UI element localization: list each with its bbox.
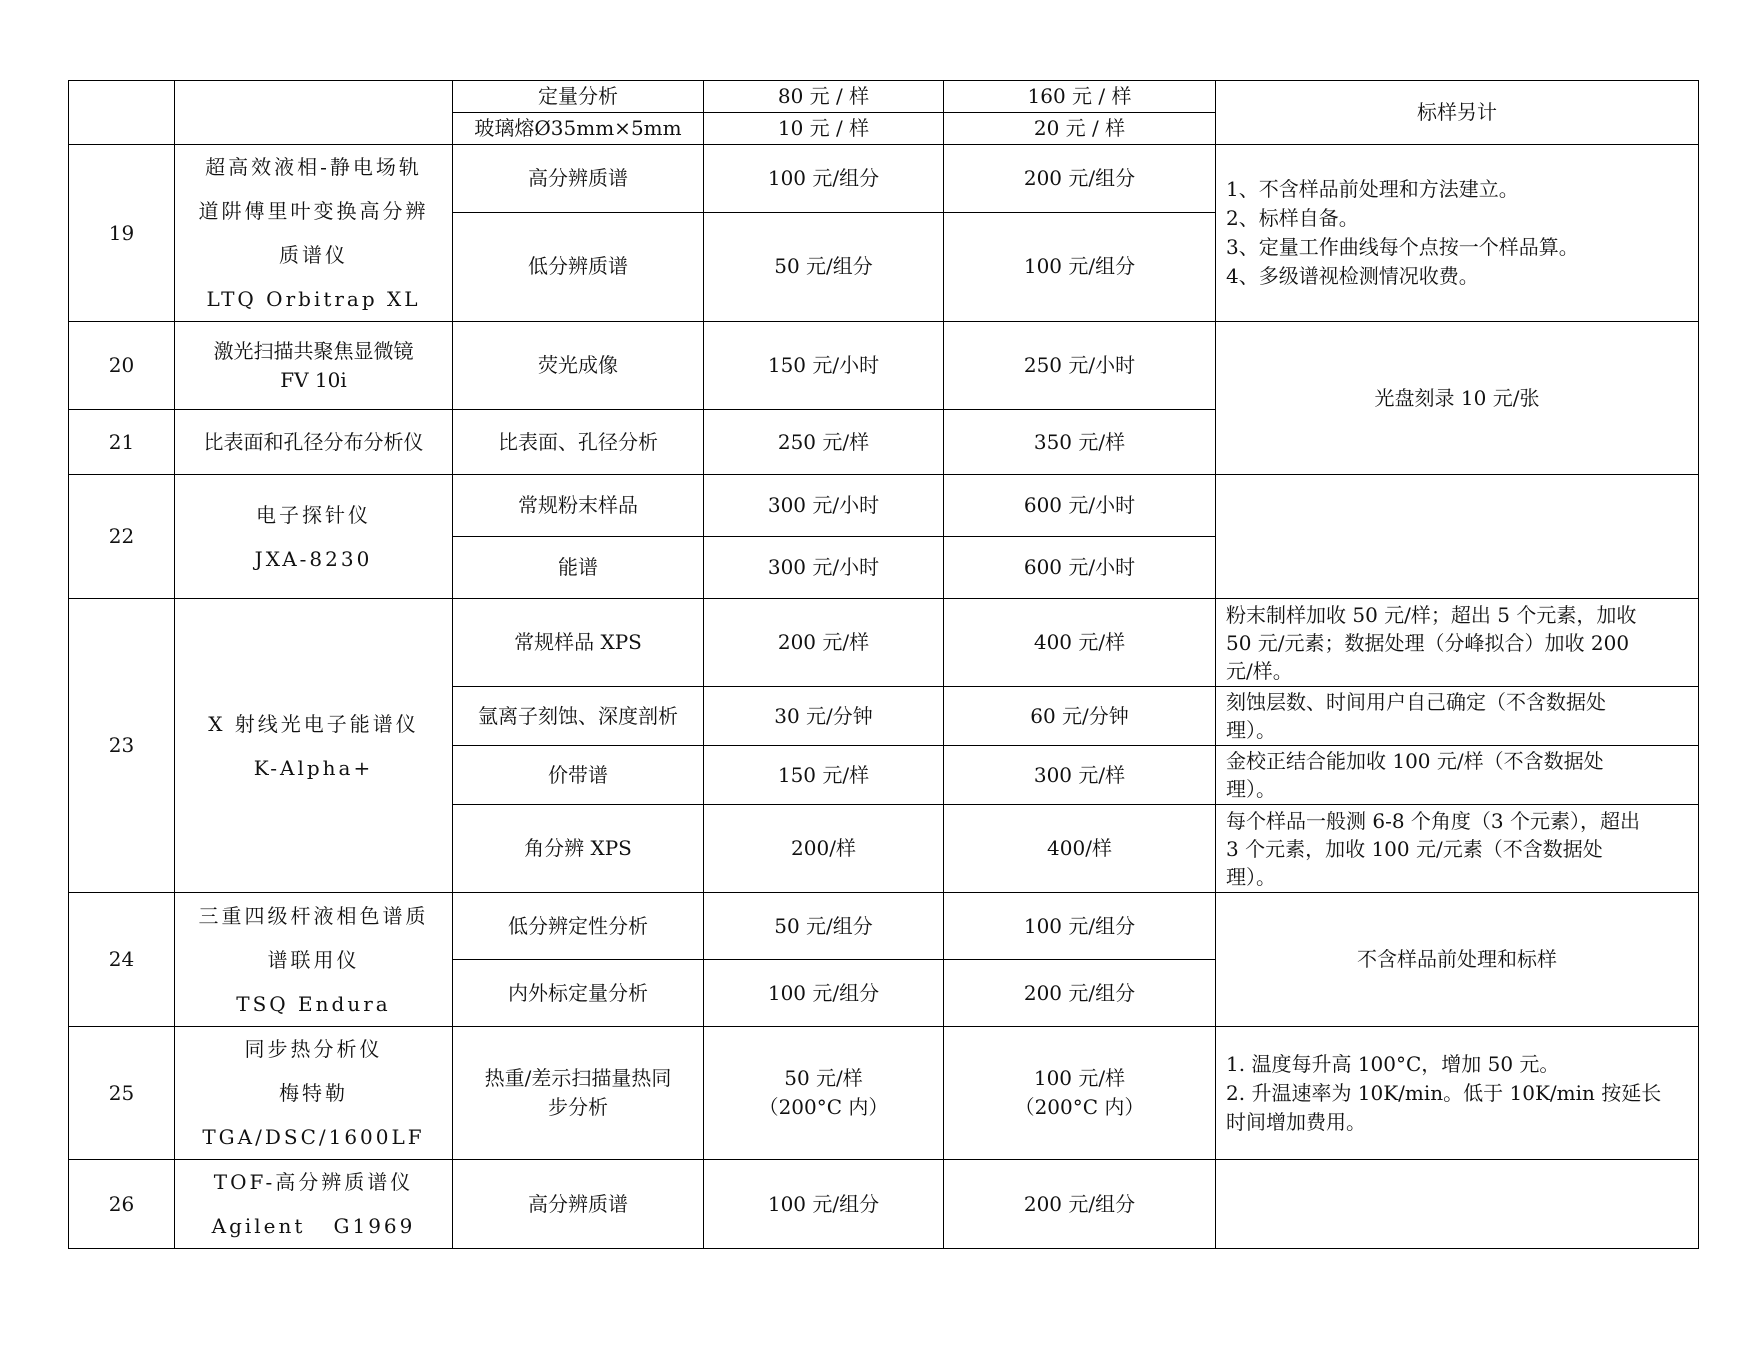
note-line: 每个样品一般测 6-8 个角度（3 个元素），超出: [1226, 808, 1641, 833]
note-cell: [1216, 475, 1699, 599]
note-line: 粉末制样加收 50 元/样；超出 5 个元素，加收: [1226, 602, 1637, 627]
table-row: [69, 475, 1699, 537]
item-cell: 荧光成像: [453, 322, 704, 410]
price-external-cell: 200 元/组分: [944, 960, 1216, 1027]
no-cell: [69, 81, 175, 145]
no-cell: 25: [69, 1027, 175, 1160]
table-row: [69, 599, 1699, 687]
item-cell: 能谱: [453, 537, 704, 599]
note-line: 时间增加费用。: [1226, 1109, 1366, 1134]
price-line: 100 元/样: [1033, 1066, 1126, 1090]
table-row: [69, 81, 1699, 113]
price-external-cell: 250 元/小时: [944, 322, 1216, 410]
instrument-name: 超高效液相-静电场轨: [205, 155, 422, 179]
price-internal-cell: 300 元/小时: [704, 475, 944, 537]
price-external-cell: 160 元 / 样: [944, 81, 1216, 113]
item-cell: 高分辨质谱: [453, 1160, 704, 1249]
price-internal-cell: 10 元 / 样: [704, 113, 944, 145]
note-line: 2、标样自备。: [1226, 206, 1359, 230]
table-row: [69, 1160, 1699, 1249]
price-external-cell: 400/样: [944, 805, 1216, 893]
instrument-cell: [175, 81, 453, 145]
price-internal-cell: 200 元/样: [704, 599, 944, 687]
price-external-cell: 200 元/组分: [944, 145, 1216, 213]
note-cell: [1216, 1160, 1699, 1249]
price-condition: （200°C 内）: [1014, 1095, 1145, 1119]
item-cell: 高分辨质谱: [453, 145, 704, 213]
no-cell: 20: [69, 322, 175, 410]
instrument-cell: [175, 1027, 453, 1160]
note-line: 50 元/元素；数据处理（分峰拟合）加收 200: [1226, 630, 1630, 655]
instrument-model: Agilent G1969: [211, 1214, 416, 1238]
instrument-name: 谱联用仪: [267, 947, 360, 972]
item-line: 步分析: [548, 1095, 608, 1119]
item-cell: 角分辨 XPS: [453, 805, 704, 893]
price-internal-cell: 50 元/组分: [704, 893, 944, 960]
item-cell: 常规粉末样品: [453, 475, 704, 537]
price-internal-cell: 80 元 / 样: [704, 81, 944, 113]
price-external-cell: 600 元/小时: [944, 475, 1216, 537]
item-cell: 低分辨定性分析: [453, 893, 704, 960]
instrument-cell: [175, 145, 453, 322]
instrument-model: LTQ Orbitrap XL: [206, 287, 421, 311]
price-internal-cell: 50 元/组分: [704, 212, 944, 321]
instrument-name: 同步热分析仪: [244, 1037, 383, 1061]
price-internal-cell: 200/样: [704, 805, 944, 893]
note-line: 元/样。: [1226, 658, 1293, 683]
price-internal-cell: 150 元/小时: [704, 322, 944, 410]
price-internal-cell: 100 元/组分: [704, 145, 944, 213]
price-external-cell: 20 元 / 样: [944, 113, 1216, 145]
item-cell: 价带谱: [453, 746, 704, 805]
item-cell: 内外标定量分析: [453, 960, 704, 1027]
table-row: [69, 145, 1699, 213]
note-cell: 不含样品前处理和标样: [1216, 893, 1699, 1027]
instrument-name: 三重四级杆液相色谱质: [198, 903, 429, 928]
price-external-cell: [944, 1027, 1216, 1160]
instrument-maker: 梅特勒: [279, 1081, 348, 1105]
price-line: 50 元/样: [784, 1066, 863, 1090]
item-line: 热重/差示扫描量热同: [484, 1066, 672, 1090]
instrument-cell: [175, 893, 453, 1027]
price-internal-cell: [704, 1027, 944, 1160]
note-line: 金校正结合能加收 100 元/样（不含数据处: [1226, 749, 1604, 773]
table-row: [69, 1027, 1699, 1160]
price-internal-cell: 300 元/小时: [704, 537, 944, 599]
price-external-cell: 400 元/样: [944, 599, 1216, 687]
no-cell: 19: [69, 145, 175, 322]
price-external-cell: 100 元/组分: [944, 893, 1216, 960]
instrument-cell: [175, 1160, 453, 1249]
item-cell: 常规样品 XPS: [453, 599, 704, 687]
instrument-name: X 射线光电子能谱仪: [208, 711, 419, 736]
note-line: 2. 升温速率为 10K/min。低于 10K/min 按延长: [1226, 1080, 1662, 1105]
instrument-name: 质谱仪: [279, 243, 348, 267]
table-row: [69, 893, 1699, 960]
item-cell: 氩离子刻蚀、深度剖析: [453, 687, 704, 746]
note-cell: [1216, 599, 1699, 687]
price-external-cell: 60 元/分钟: [944, 687, 1216, 746]
price-internal-cell: 150 元/样: [704, 746, 944, 805]
price-internal-cell: 250 元/样: [704, 410, 944, 475]
instrument-model: TGA/DSC/1600LF: [202, 1125, 425, 1149]
price-external-cell: 200 元/组分: [944, 1160, 1216, 1249]
price-internal-cell: 100 元/组分: [704, 960, 944, 1027]
instrument-cell: [175, 475, 453, 599]
note-cell: [1216, 687, 1699, 746]
instrument-cell: 比表面和孔径分布分析仪: [175, 410, 453, 475]
note-cell: [1216, 805, 1699, 893]
instrument-model: TSQ Endura: [236, 991, 391, 1016]
price-external-cell: 350 元/样: [944, 410, 1216, 475]
instrument-model: FV 10i: [280, 367, 347, 392]
no-cell: 26: [69, 1160, 175, 1249]
instrument-cell: [175, 599, 453, 893]
note-line: 1、不含样品前处理和方法建立。: [1226, 177, 1519, 201]
item-cell: 玻璃熔Ø35mm×5mm: [453, 113, 704, 145]
note-cell: [1216, 145, 1699, 322]
instrument-name: 电子探针仪: [256, 502, 371, 527]
instrument-name: TOF-高分辨质谱仪: [213, 1170, 414, 1194]
no-cell: 24: [69, 893, 175, 1027]
table-row: [69, 322, 1699, 410]
note-line: 理）。: [1226, 777, 1276, 801]
price-table: [68, 80, 1699, 1249]
no-cell: 22: [69, 475, 175, 599]
instrument-name: 激光扫描共聚焦显微镜: [213, 338, 414, 363]
price-internal-cell: 30 元/分钟: [704, 687, 944, 746]
no-cell: 21: [69, 410, 175, 475]
note-line: 刻蚀层数、时间用户自己确定（不含数据处: [1226, 690, 1606, 714]
price-external-cell: 100 元/组分: [944, 212, 1216, 321]
note-cell: [1216, 746, 1699, 805]
instrument-name: 道阱傅里叶变换高分辨: [198, 199, 429, 223]
note-line: 理）。: [1226, 718, 1276, 742]
instrument-model: K-Alpha+: [253, 755, 374, 780]
instrument-cell: [175, 322, 453, 410]
price-external-cell: 300 元/样: [944, 746, 1216, 805]
item-cell: 定量分析: [453, 81, 704, 113]
price-external-cell: 600 元/小时: [944, 537, 1216, 599]
note-cell: 标样另计: [1216, 81, 1699, 145]
note-cell: 光盘刻录 10 元/张: [1216, 322, 1699, 475]
price-internal-cell: 100 元/组分: [704, 1160, 944, 1249]
note-line: 3、定量工作曲线每个点按一个样品算。: [1226, 235, 1579, 259]
note-line: 4、多级谱视检测情况收费。: [1226, 264, 1479, 288]
note-line: 3 个元素，加收 100 元/元素（不含数据处: [1226, 836, 1603, 861]
item-cell: [453, 1027, 704, 1160]
note-cell: [1216, 1027, 1699, 1160]
no-cell: 23: [69, 599, 175, 893]
note-line: 理）。: [1226, 864, 1276, 889]
item-cell: 低分辨质谱: [453, 212, 704, 321]
instrument-model: JXA-8230: [254, 546, 373, 571]
item-cell: 比表面、孔径分析: [453, 410, 704, 475]
price-condition: （200°C 内）: [758, 1095, 889, 1119]
note-line: 1. 温度每升高 100°C，增加 50 元。: [1226, 1051, 1560, 1076]
